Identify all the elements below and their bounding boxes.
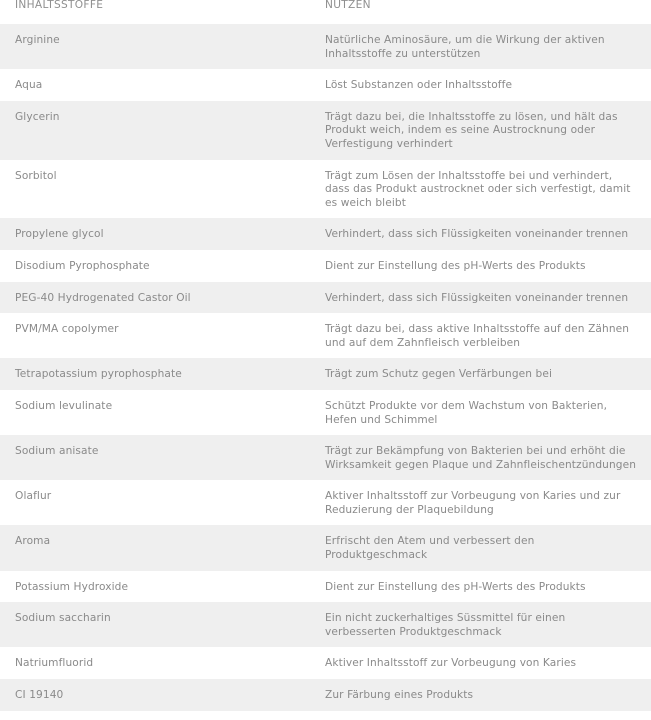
benefit-cell: Verhindert, dass sich Flüssigkeiten voneinander trennen (325, 291, 629, 304)
benefit-cell: Zur Färbung eines Produkts (325, 689, 474, 702)
ingredient-cell: Sorbitol (15, 169, 57, 182)
table-row (0, 525, 651, 570)
table-row (0, 160, 651, 219)
table-row (0, 313, 651, 358)
table-row (0, 101, 651, 160)
ingredient-cell: Glycerin (15, 110, 60, 123)
ingredient-cell: CI 19140 (15, 689, 64, 702)
ingredient-cell: Potassium Hydroxide (15, 580, 129, 593)
benefit-cell: Trägt zum Schutz gegen Verfärbungen bei (325, 368, 553, 381)
table-row (0, 24, 651, 69)
ingredient-cell: Natriumfluorid (15, 657, 94, 670)
ingredient-cell: PVM/MA copolymer (15, 323, 119, 336)
table-row (0, 282, 651, 314)
table-row (0, 250, 651, 282)
ingredient-cell: Tetrapotassium pyrophosphate (15, 368, 182, 381)
benefit-cell: Aktiver Inhaltsstoff zur Vorbeugung von Karies und zur Reduzierung der Plaquebildung (325, 490, 621, 516)
benefit-cell: Natürliche Aminosäure, um die Wirkung der aktiven Inhaltsstoffe zu unterstützen (325, 34, 605, 60)
ingredient-cell: Disodium Pyrophosphate (15, 259, 150, 272)
table-row (0, 435, 651, 480)
table-row (0, 647, 651, 679)
table-header (0, 0, 651, 24)
table-row (0, 602, 651, 647)
table-row (0, 571, 651, 603)
benefit-cell: Ein nicht zuckerhaltiges Süssmittel für einen verbesserten Produktgeschmack (325, 612, 566, 638)
ingredient-cell: PEG-40 Hydrogenated Castor Oil (15, 291, 191, 304)
benefit-cell: Dient zur Einstellung des pH-Werts des Produkts (325, 580, 586, 593)
benefit-cell: Schützt Produkte vor dem Wachstum von Bakterien, Hefen und Schimmel (325, 399, 608, 426)
benefit-cell: Trägt zum Lösen der Inhaltsstoffe bei und verhindert, dass das Produkt austrocknet oder sich verfestigt, damit es weich bleibt (325, 169, 631, 209)
benefit-cell: Trägt dazu bei, dass aktive Inhaltsstoffe auf den Zähnen und auf dem Zahnfleisch verbleiben (325, 323, 630, 349)
table-row (0, 480, 651, 525)
benefit-cell: Trägt zur Bekämpfung von Bakterien bei und erhöht die Wirksamkeit gegen Plaque und Zahnfleischentzündungen (325, 445, 637, 471)
column-header-benefit: NUTZEN (325, 0, 371, 11)
table-row (0, 679, 651, 711)
ingredient-cell: Aqua (15, 79, 43, 92)
ingredient-cell: Olaflur (15, 490, 52, 503)
table-row (0, 218, 651, 250)
benefit-cell: Dient zur Einstellung des pH-Werts des Produkts (325, 259, 586, 272)
ingredient-cell: Aroma (15, 535, 51, 548)
table-row (0, 358, 651, 390)
ingredient-cell: Arginine (15, 34, 60, 46)
ingredient-cell: Sodium saccharin (15, 612, 111, 625)
ingredient-cell: Propylene glycol (15, 228, 104, 241)
table-row (0, 69, 651, 101)
table-row (0, 390, 651, 435)
benefit-cell: Aktiver Inhaltsstoff zur Vorbeugung von Karies (325, 657, 577, 670)
column-header-ingredients: INHALTSSTOFFE (15, 0, 104, 11)
benefit-cell: Erfrischt den Atem und verbessert den Produktgeschmack (325, 535, 535, 562)
ingredient-cell: Sodium levulinate (15, 399, 113, 412)
benefit-cell: Verhindert, dass sich Flüssigkeiten voneinander trennen (325, 228, 629, 241)
benefit-cell: Löst Substanzen oder Inhaltsstoffe (325, 79, 513, 92)
benefit-cell: Trägt dazu bei, die Inhaltsstoffe zu lösen, und hält das Produkt weich, indem es seine Austrocknung oder Verfestigung verhindert (325, 110, 618, 150)
ingredient-cell: Sodium anisate (15, 445, 99, 458)
